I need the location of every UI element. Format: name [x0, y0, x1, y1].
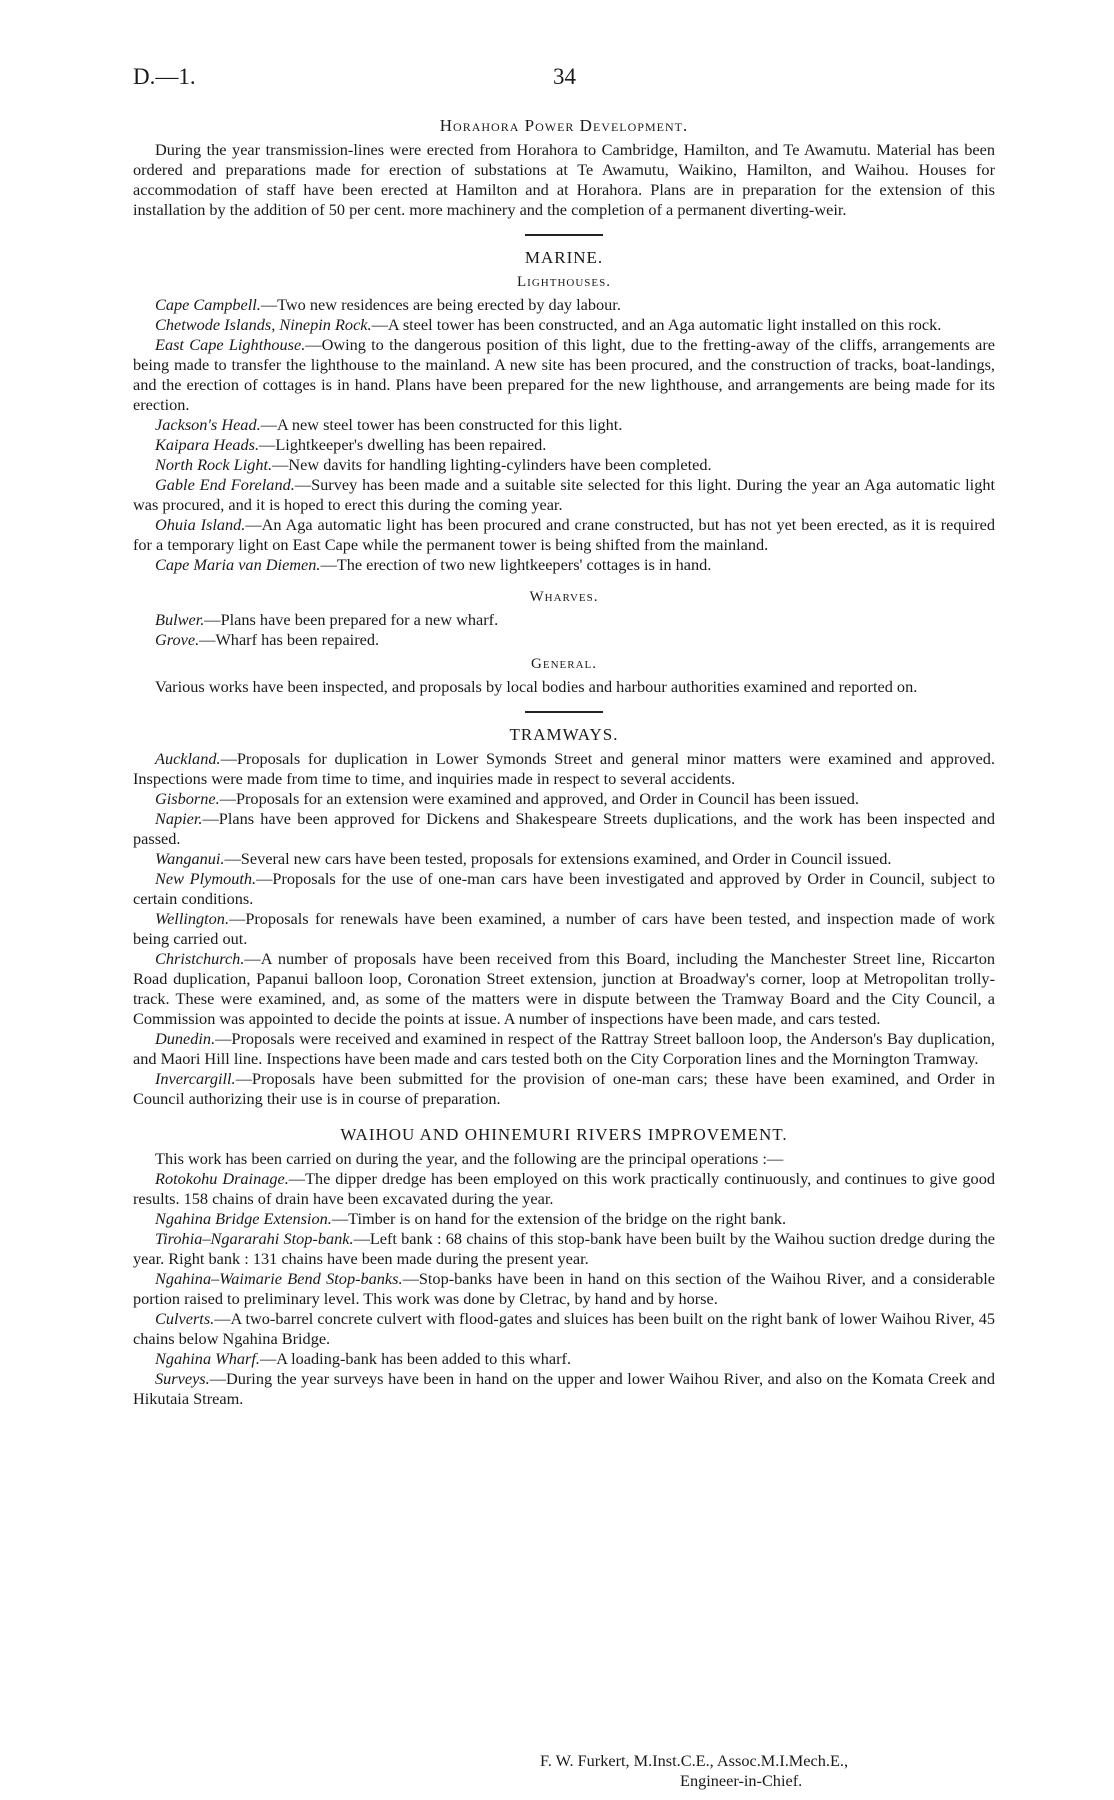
waihou-entry: Rotokohu Drainage.—The dipper dredge has been employed on this work practically continuously, and continues to give good results. 158 chains of drain have been excavated during the year. [133, 1169, 995, 1208]
entry-name: Cape Maria van Diemen. [155, 555, 321, 574]
lighthouse-entry: Gable End Foreland.—Survey has been made and a suitable site selected for this light. During the year an Aga automatic light was procured, and it is hoped to erect this during the coming year. [133, 475, 995, 514]
entry-name: Gable End Foreland. [155, 475, 295, 494]
tramway-entry: Invercargill.—Proposals have been submitted for the provision of one-man cars; these have been examined, and Order in Council authorizing their use is in course of preparation. [133, 1069, 995, 1108]
general-paragraph: Various works have been inspected, and proposals by local bodies and harbour authorities examined and reported on. [155, 677, 918, 696]
document-reference: D.—1. [133, 64, 196, 89]
entry-name: Chetwode Islands, Ninepin Rock. [155, 315, 372, 334]
entry-name: Bulwer. [155, 610, 205, 629]
entry-name: Dunedin. [155, 1029, 216, 1048]
entry-name: Grove. [155, 630, 200, 649]
entry-name: Surveys. [155, 1369, 210, 1388]
section-divider [525, 234, 603, 236]
waihou-entry: Ngahina Bridge Extension.—Timber is on hand for the extension of the bridge on the right bank. [155, 1209, 787, 1228]
lighthouse-entry: Kaipara Heads.—Lightkeeper's dwelling has been repaired. [155, 435, 547, 454]
entry-name: Auckland. [155, 749, 221, 768]
entry-name: Tirohia–Ngararahi Stop-bank. [155, 1229, 354, 1248]
tramway-entry: Napier.—Plans have been approved for Dickens and Shakespeare Streets duplications, and the work has been inspected and passed. [133, 809, 995, 848]
entry-name: East Cape Lighthouse. [155, 335, 306, 354]
lighthouses-heading: Lighthouses. [517, 274, 611, 290]
waihou-intro: This work has been carried on during the year, and the following are the principal operations :— [155, 1149, 784, 1168]
marine-heading: MARINE. [524, 248, 604, 267]
horahora-paragraph: During the year transmission-lines were erected from Horahora to Cambridge, Hamilton, and Te Awamutu. Material has been ordered and preparations made for erection of substations at Te Awamutu, Waikino, Hamilton, and Waihou. Houses for accommodation of staff have been erected at Hamilton and at Horahora. Plans are in preparation for the extension of this installation by the addition of 50 per cent. more machinery and the completion of a permanent diverting-weir. [133, 140, 995, 219]
entry-name: Napier. [155, 809, 203, 828]
entry-name: Wanganui. [155, 849, 225, 868]
signature-title: Engineer-in-Chief. [680, 1771, 803, 1790]
tramway-entry: Auckland.—Proposals for duplication in Lower Symonds Street and general minor matters were examined and approved. Inspections were made from time to time, and inquiries made in respect to several accidents. [133, 749, 995, 788]
waihou-entry: Culverts.—A two-barrel concrete culvert with flood-gates and sluices has been built on the right bank of lower Waihou River, 45 chains below Ngahina Bridge. [133, 1309, 995, 1348]
page-header [133, 64, 981, 96]
entry-name: Wellington. [155, 909, 230, 928]
page-number: 34 [553, 64, 576, 89]
waihou-heading: WAIHOU AND OHINEMURI RIVERS IMPROVEMENT. [340, 1125, 788, 1144]
waihou-entry: Ngahina Wharf.—A loading-bank has been added to this wharf. [155, 1349, 572, 1368]
entry-name: Christchurch. [155, 949, 245, 968]
entry-name: Invercargill. [155, 1069, 236, 1088]
general-heading: General. [531, 656, 597, 672]
entry-name: Culverts. [155, 1309, 215, 1328]
entry-name: New Plymouth. [155, 869, 257, 888]
entry-name: Cape Campbell. [155, 295, 261, 314]
lighthouse-entry: North Rock Light.—New davits for handling lighting-cylinders have been completed. [155, 455, 712, 474]
wharves-heading: Wharves. [529, 589, 599, 605]
lighthouse-entry: Chetwode Islands, Ninepin Rock.—A steel tower has been constructed, and an Aga automatic light installed on this rock. [155, 315, 942, 334]
tramway-entry: Gisborne.—Proposals for an extension were examined and approved, and Order in Council has been issued. [155, 789, 859, 808]
wharf-entry: Grove.—Wharf has been repaired. [155, 630, 380, 649]
waihou-entry: Tirohia–Ngararahi Stop-bank.—Left bank : 68 chains of this stop-bank have been built by the Waihou suction dredge during the year. Right bank : 131 chains have been made during the present year. [133, 1229, 995, 1268]
signature-name: F. W. Furkert, M.Inst.C.E., Assoc.M.I.Mech.E., [540, 1751, 849, 1770]
lighthouse-entry: Cape Campbell.—Two new residences are being erected by day labour. [155, 295, 621, 314]
tramway-entry: Wellington.—Proposals for renewals have been examined, a number of cars have been tested, and inspection made of work being carried out. [133, 909, 995, 948]
entry-name: Ngahina Wharf. [155, 1349, 260, 1368]
waihou-entry: Ngahina–Waimarie Bend Stop-banks.—Stop-banks have been in hand on this section of the Waihou River, and a considerable portion raised to preliminary level. This work was done by Cletrac, by hand and by horse. [133, 1269, 995, 1308]
tramway-entry: Wanganui.—Several new cars have been tested, proposals for extensions examined, and Order in Council issued. [155, 849, 892, 868]
entry-name: Ohuia Island. [155, 515, 246, 534]
section-divider [525, 711, 603, 713]
signature-block [540, 1751, 848, 1791]
entry-name: North Rock Light. [155, 455, 273, 474]
tramway-entry: New Plymouth.—Proposals for the use of one-man cars have been investigated and approved by Order in Council, subject to certain conditions. [133, 869, 996, 908]
lighthouse-entry: Jackson's Head.—A new steel tower has been constructed for this light. [155, 415, 623, 434]
tramway-entry: Christchurch.—A number of proposals have been received from this Board, including the Manchester Street line, Riccarton Road duplication, Papanui balloon loop, Coronation Street extension, junction at Broadway's corner, loop at Metropolitan trolly-track. These were examined, and, as some of the matters were in dispute between the Tramway Board and the City Council, a Commission was appointed to decide the points at issue. A number of inspections have been made, and cars tested. [133, 949, 995, 1028]
waihou-entry: Surveys.—During the year surveys have been in hand on the upper and lower Waihou River, and also on the Komata Creek and Hikutaia Stream. [133, 1369, 995, 1408]
entry-name: Rotokohu Drainage. [155, 1169, 289, 1188]
entry-name: Ngahina Bridge Extension. [155, 1209, 332, 1228]
page-body [133, 116, 995, 1409]
tramways-heading: TRAMWAYS. [509, 725, 619, 744]
entry-name: Kaipara Heads. [155, 435, 260, 454]
entry-name: Gisborne. [155, 789, 220, 808]
entry-name: Jackson's Head. [155, 415, 261, 434]
tramway-entry: Dunedin.—Proposals were received and examined in respect of the Rattray Street balloon loop, the Anderson's Bay duplication, and Maori Hill line. Inspections have been made and cars tested both on the City Corporation lines and the Mornington Tramway. [133, 1029, 995, 1068]
horahora-heading: Horahora Power Development. [439, 116, 689, 135]
lighthouse-entry: East Cape Lighthouse.—Owing to the dangerous position of this light, due to the fretting-away of the cliffs, arrangements are being made to transfer the lighthouse to the mainland. A new site has been procured, and the construction of tracks, boat-landings, and the erection of cottages is in hand. Plans have been prepared for the new lighthouse, and arrangements are being made for its erection. [133, 335, 995, 414]
wharf-entry: Bulwer.—Plans have been prepared for a new wharf. [155, 610, 499, 629]
lighthouse-entry: Ohuia Island.—An Aga automatic light has been procured and crane constructed, but has not yet been erected, as it is required for a temporary light on East Cape while the permanent tower is being shifted from the mainland. [133, 515, 995, 554]
lighthouse-entry: Cape Maria van Diemen.—The erection of two new lightkeepers' cottages is in hand. [155, 555, 712, 574]
entry-name: Ngahina–Waimarie Bend Stop-banks. [155, 1269, 403, 1288]
